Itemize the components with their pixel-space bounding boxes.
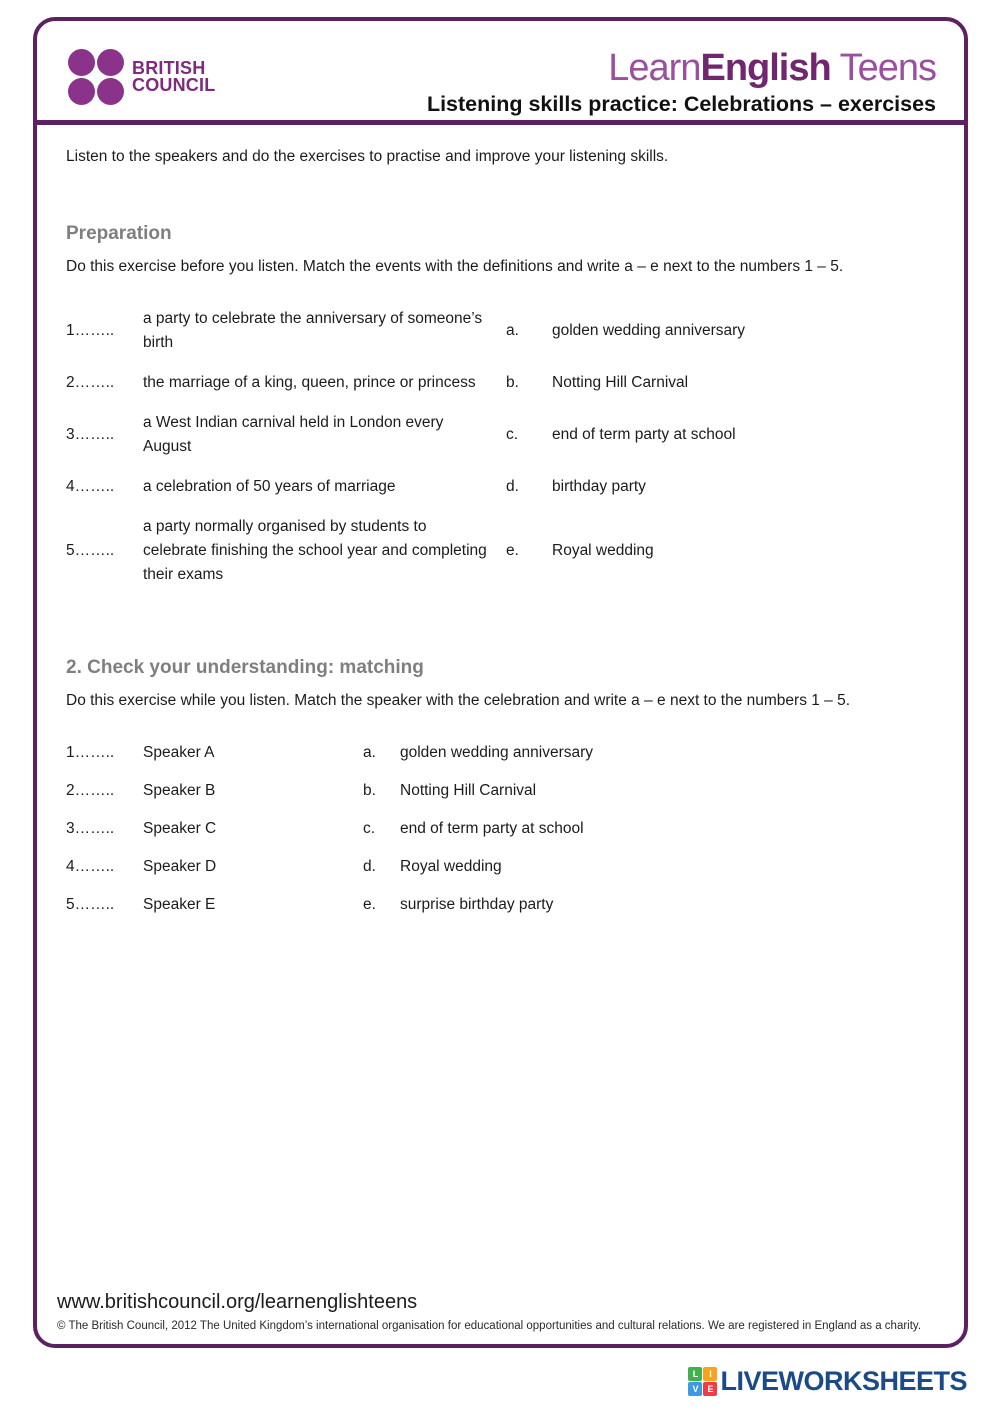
worksheet-footer <box>57 1291 940 1332</box>
answer-blank-1[interactable]: 1…….. <box>66 743 115 761</box>
page-title: Listening skills practice: Celebrations – exercises <box>426 92 936 116</box>
option-letter: d. <box>506 477 519 495</box>
preparation-instructions: Do this exercise before you listen. Match the events with the definitions and write a – e next to the numbers 1 – 5. <box>66 258 844 276</box>
matching-instructions: Do this exercise while you listen. Match the speaker with the celebration and write a – e next to the numbers 1 – 5. <box>66 691 851 709</box>
logo-square-l: L <box>688 1367 702 1381</box>
learnenglish-teens-logo <box>608 47 936 90</box>
option-letter: e. <box>506 541 519 559</box>
matching-heading: 2. Check your understanding: matching <box>66 656 424 678</box>
answer-blank-1[interactable]: 1…….. <box>66 321 115 339</box>
option-letter: b. <box>363 781 376 799</box>
definition-text: a West Indian carnival held in London every August <box>143 413 444 455</box>
answer-blank-4[interactable]: 4…….. <box>66 477 115 495</box>
logo-dot <box>97 78 124 105</box>
answer-blank-5[interactable]: 5…….. <box>66 541 115 559</box>
wordmark-teens: Teens <box>830 47 936 89</box>
definition-text: a celebration of 50 years of marriage <box>143 477 396 495</box>
option-text: surprise birthday party <box>400 895 554 913</box>
option-text: Notting Hill Carnival <box>400 781 537 799</box>
wordmark-english: English <box>700 47 831 89</box>
answer-blank-4[interactable]: 4…….. <box>66 857 115 875</box>
british-council-wordmark <box>132 57 216 95</box>
answer-blank-3[interactable]: 3…….. <box>66 819 115 837</box>
option-letter: a. <box>506 321 519 339</box>
option-text: golden wedding anniversary <box>552 321 746 339</box>
logo-dot <box>68 78 95 105</box>
definition-text: a party to celebrate the anniversary of someone’s birth <box>143 309 483 351</box>
option-text: Notting Hill Carnival <box>552 373 689 391</box>
wordmark-learn: Learn <box>608 47 701 89</box>
option-text: end of term party at school <box>552 425 736 443</box>
option-text: golden wedding anniversary <box>400 743 594 761</box>
british-council-dots-icon <box>68 49 124 105</box>
logo-dot <box>68 49 95 76</box>
definition-text: the marriage of a king, queen, prince or princess <box>143 373 476 391</box>
footer-url: www.britishcouncil.org/learnenglishteens <box>57 1291 418 1313</box>
liveworksheets-wordmark: LIVEWORKSHEETS <box>720 1366 967 1396</box>
liveworksheets-logo[interactable] <box>688 1366 967 1397</box>
option-text: Royal wedding <box>552 541 654 559</box>
option-text: Royal wedding <box>400 857 502 875</box>
speaker-label: Speaker B <box>143 781 216 799</box>
option-letter: c. <box>506 425 519 443</box>
option-letter: c. <box>363 819 376 837</box>
british-council-logo <box>68 49 215 105</box>
speaker-label: Speaker C <box>143 819 217 837</box>
speaker-label: Speaker D <box>143 857 217 875</box>
option-letter: a. <box>363 743 376 761</box>
option-letter: d. <box>363 857 376 875</box>
speaker-label: Speaker A <box>143 743 215 761</box>
worksheet-header <box>37 21 964 125</box>
logo-square-e: E <box>703 1382 717 1396</box>
logo-square-v: V <box>688 1382 702 1396</box>
answer-blank-2[interactable]: 2…….. <box>66 373 115 391</box>
worksheet-body <box>37 145 964 917</box>
intro-text: Listen to the speakers and do the exercises to practise and improve your listening skills. <box>66 148 669 165</box>
option-letter: b. <box>506 373 519 391</box>
logo-dot <box>97 49 124 76</box>
worksheet-page <box>33 17 968 1348</box>
preparation-heading: Preparation <box>66 223 172 245</box>
preparation-matching-table <box>66 307 935 587</box>
option-text: birthday party <box>552 477 646 495</box>
answer-blank-5[interactable]: 5…….. <box>66 895 115 913</box>
option-letter: e. <box>363 895 376 913</box>
answer-blank-2[interactable]: 2…….. <box>66 781 115 799</box>
answer-blank-3[interactable]: 3…….. <box>66 425 115 443</box>
brand-line-2: COUNCIL <box>132 75 216 95</box>
footer-copyright: © The British Council, 2012 The United Kingdom’s international organisation for educational opportunities and cultural relations. We are registered in England as a charity. <box>57 1320 922 1332</box>
definition-text: a party normally organised by students to celebrate finishing the school year and completing their exams <box>143 517 487 583</box>
option-text: end of term party at school <box>400 819 584 837</box>
liveworksheets-squares-icon <box>688 1367 717 1396</box>
logo-square-i: I <box>703 1367 717 1381</box>
brand-line-1: BRITISH <box>132 57 206 78</box>
speakers-matching-table <box>66 741 935 917</box>
speaker-label: Speaker E <box>143 895 216 913</box>
